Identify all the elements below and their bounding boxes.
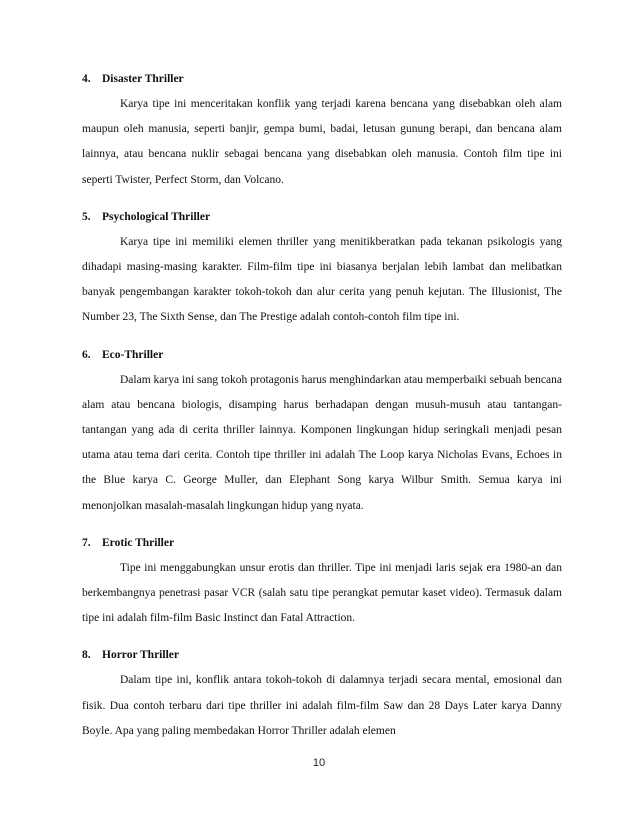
section-heading-psychological-thriller [82, 204, 562, 230]
section-number: 4. [82, 73, 91, 85]
section-number: 6. [82, 348, 91, 361]
section-heading-eco-thriller [82, 342, 562, 368]
section-paragraph-psychological-thriller: Karya tipe ini memiliki elemen thriller yang menitikberatkan pada tekanan psikologis yang dihadapi masing-masing karakter. Film-film tipe ini biasanya berjalan lebih lambat dan melibatkan banyak pengembangan karakter tokoh-tokoh dan alur cerita yang penuh kejutan. The Illusionist, The Number 23, The Sixth Sense, dan The Prestige adalah contoh-contoh film tipe ini. [82, 235, 562, 324]
section-paragraph-erotic-thriller: Tipe ini menggabungkan unsur erotis dan thriller. Tipe ini menjadi laris sejak era 1980-an dan berkembangnya penetrasi pasar VCR (salah satu tipe perangkat pemutar kaset video). Termasuk dalam tipe ini adalah film-film Basic Instinct dan Fatal Attraction. [82, 561, 562, 625]
section-paragraph-horror-thriller: Dalam tipe ini, konflik antara tokoh-tokoh di dalamnya terjadi secara mental, emosional dan fisik. Dua contoh terbaru dari tipe thriller ini adalah film-film Saw dan 28 Days Later karya Danny Boyle. Apa yang paling membedakan Horror Thriller adalah elemen [82, 674, 562, 737]
section-heading-erotic-thriller [82, 530, 562, 556]
section-number: 7. [82, 536, 91, 549]
page-number: 10 [312, 757, 326, 769]
section-heading-horror-thriller [82, 642, 562, 668]
section-title: Psychological Thriller [102, 210, 211, 223]
section-title: Disaster Thriller [102, 73, 184, 85]
section-number: 5. [82, 210, 91, 223]
section-paragraph-disaster-thriller: Karya tipe ini menceritakan konflik yang terjadi karena bencana yang disebabkan oleh alam maupun oleh manusia, seperti banjir, gempa bumi, badai, letusan gunung berapi, dan bencana alam lainnya, atau bencana nuklir sebagai bencana yang disebabkan oleh manusia. Contoh film tipe ini seperti Twister, Perfect Storm, dan Volcano. [82, 98, 562, 186]
section-title: Eco-Thriller [102, 348, 164, 361]
section-number: 8. [82, 649, 91, 662]
section-heading-disaster-thriller [82, 66, 562, 92]
section-title: Erotic Thriller [102, 536, 175, 549]
page-content [82, 66, 562, 755]
section-title: Horror Thriller [102, 649, 179, 662]
section-paragraph-eco-thriller: Dalam karya ini sang tokoh protagonis harus menghindarkan atau memperbaiki sebuah bencana alam atau bencana biologis, disamping harus berhadapan dengan musuh-musuh atau tantangan-tantangan yang ada di cerita thriller lainnya. Komponen lingkungan hidup seringkali menjadi pesan utama atau tema dari cerita. Contoh tipe thriller ini adalah The Loop karya Nicholas Evans, Echoes in the Blue karya C. George Muller, dan Elephant Song karya Wilbur Smith. Semua karya ini menonjolkan masalah-masalah lingkungan hidup yang nyata. [82, 373, 562, 512]
